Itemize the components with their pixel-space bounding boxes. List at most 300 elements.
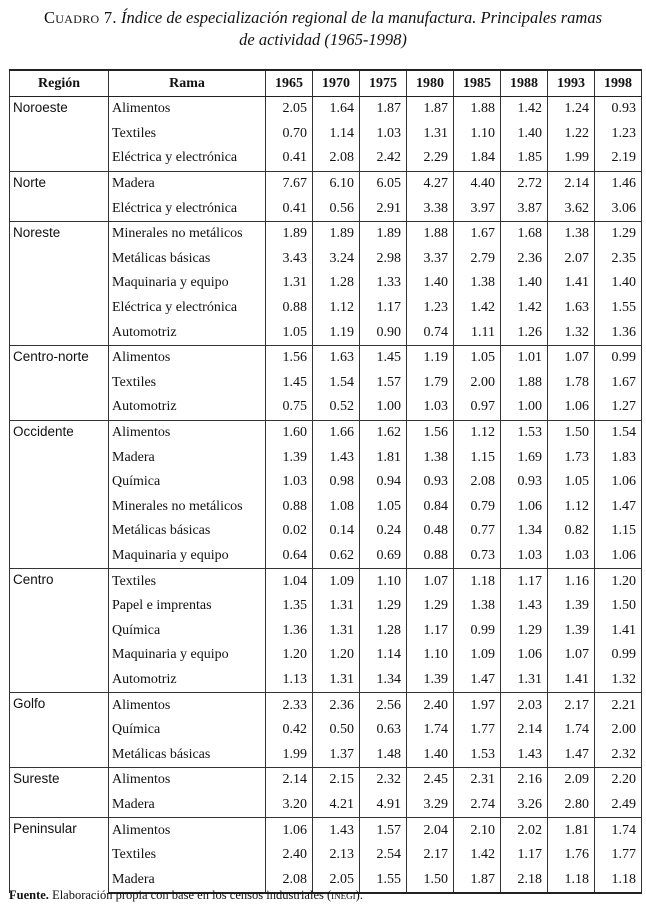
value-cell: 2.14 (266, 768, 313, 793)
value-cell: 1.38 (454, 271, 501, 296)
value-cell: 1.45 (360, 345, 407, 370)
table-row (10, 818, 642, 843)
table-row (10, 171, 642, 196)
value-cell: 3.97 (454, 196, 501, 221)
value-cell: 1.31 (407, 122, 454, 147)
rama-cell: Automotriz (109, 668, 266, 693)
header-region: Región (10, 70, 109, 97)
region-cell: Centro-norte (10, 345, 109, 420)
rama-cell: Textiles (109, 569, 266, 594)
value-cell: 1.10 (360, 569, 407, 594)
value-cell: 2.21 (595, 693, 642, 718)
source-close: ). (355, 888, 363, 902)
value-cell: 1.19 (313, 320, 360, 345)
value-cell: 4.40 (454, 171, 501, 196)
value-cell: 0.63 (360, 718, 407, 743)
value-cell: 1.89 (360, 221, 407, 246)
value-cell: 0.88 (266, 296, 313, 321)
value-cell: 1.03 (548, 544, 595, 569)
value-cell: 0.48 (407, 519, 454, 544)
value-cell: 0.82 (548, 519, 595, 544)
value-cell: 1.41 (595, 618, 642, 643)
value-cell: 1.39 (548, 594, 595, 619)
value-cell: 1.08 (313, 495, 360, 520)
value-cell: 1.12 (548, 495, 595, 520)
value-cell: 2.09 (548, 768, 595, 793)
value-cell: 1.63 (548, 296, 595, 321)
value-cell: 1.40 (501, 271, 548, 296)
value-cell: 1.57 (360, 818, 407, 843)
rama-cell: Alimentos (109, 768, 266, 793)
value-cell: 2.00 (595, 718, 642, 743)
region-cell: Noroeste (10, 97, 109, 172)
caption-text-line2: de actividad (1965-1998) (239, 30, 407, 49)
value-cell: 1.31 (501, 668, 548, 693)
value-cell: 0.02 (266, 519, 313, 544)
value-cell: 0.93 (501, 470, 548, 495)
value-cell: 1.05 (454, 345, 501, 370)
value-cell: 1.26 (501, 320, 548, 345)
value-cell: 1.18 (454, 569, 501, 594)
value-cell: 2.14 (548, 171, 595, 196)
value-cell: 2.49 (595, 793, 642, 818)
rama-cell: Eléctrica y electrónica (109, 196, 266, 221)
value-cell: 2.14 (501, 718, 548, 743)
rama-cell: Alimentos (109, 97, 266, 122)
table-body (10, 97, 642, 894)
value-cell: 1.47 (548, 742, 595, 767)
rama-cell: Metálicas básicas (109, 247, 266, 272)
value-cell: 1.99 (266, 742, 313, 767)
value-cell: 2.72 (501, 171, 548, 196)
value-cell: 3.26 (501, 793, 548, 818)
value-cell: 1.36 (595, 320, 642, 345)
value-cell: 1.03 (360, 122, 407, 147)
value-cell: 1.74 (595, 818, 642, 843)
value-cell: 1.47 (454, 668, 501, 693)
rama-cell: Alimentos (109, 420, 266, 445)
rama-cell: Automotriz (109, 320, 266, 345)
value-cell: 1.40 (407, 271, 454, 296)
value-cell: 1.24 (548, 97, 595, 122)
rama-cell: Eléctrica y electrónica (109, 296, 266, 321)
rama-cell: Madera (109, 171, 266, 196)
value-cell: 1.00 (360, 395, 407, 420)
header-year: 1998 (595, 70, 642, 97)
value-cell: 1.34 (360, 668, 407, 693)
header-year: 1965 (266, 70, 313, 97)
value-cell: 2.79 (454, 247, 501, 272)
value-cell: 1.13 (266, 668, 313, 693)
value-cell: 2.33 (266, 693, 313, 718)
value-cell: 0.70 (266, 122, 313, 147)
value-cell: 1.73 (548, 445, 595, 470)
value-cell: 2.05 (313, 867, 360, 893)
value-cell: 1.23 (407, 296, 454, 321)
value-cell: 3.38 (407, 196, 454, 221)
value-cell: 1.87 (360, 97, 407, 122)
header-rama: Rama (109, 70, 266, 97)
value-cell: 0.52 (313, 395, 360, 420)
value-cell: 0.90 (360, 320, 407, 345)
value-cell: 2.40 (407, 693, 454, 718)
rama-cell: Textiles (109, 122, 266, 147)
value-cell: 1.81 (548, 818, 595, 843)
value-cell: 1.05 (548, 470, 595, 495)
value-cell: 1.18 (595, 867, 642, 893)
value-cell: 1.39 (266, 445, 313, 470)
value-cell: 2.04 (407, 818, 454, 843)
value-cell: 2.32 (595, 742, 642, 767)
value-cell: 1.41 (548, 271, 595, 296)
value-cell: 1.40 (501, 122, 548, 147)
value-cell: 1.50 (407, 867, 454, 893)
value-cell: 1.31 (266, 271, 313, 296)
value-cell: 1.48 (360, 742, 407, 767)
value-cell: 2.17 (548, 693, 595, 718)
value-cell: 2.45 (407, 768, 454, 793)
value-cell: 1.03 (407, 395, 454, 420)
value-cell: 1.50 (595, 594, 642, 619)
value-cell: 1.37 (313, 742, 360, 767)
header-year: 1980 (407, 70, 454, 97)
value-cell: 0.74 (407, 320, 454, 345)
value-cell: 2.13 (313, 843, 360, 868)
value-cell: 2.08 (454, 470, 501, 495)
rama-cell: Papel e imprentas (109, 594, 266, 619)
value-cell: 2.05 (266, 97, 313, 122)
value-cell: 1.07 (548, 643, 595, 668)
value-cell: 2.36 (313, 693, 360, 718)
value-cell: 6.10 (313, 171, 360, 196)
rama-cell: Alimentos (109, 818, 266, 843)
value-cell: 3.87 (501, 196, 548, 221)
value-cell: 0.24 (360, 519, 407, 544)
value-cell: 1.03 (501, 544, 548, 569)
rama-cell: Alimentos (109, 693, 266, 718)
value-cell: 3.37 (407, 247, 454, 272)
value-cell: 2.18 (501, 867, 548, 893)
value-cell: 1.04 (266, 569, 313, 594)
header-year: 1970 (313, 70, 360, 97)
value-cell: 1.17 (501, 569, 548, 594)
value-cell: 1.12 (454, 420, 501, 445)
value-cell: 2.03 (501, 693, 548, 718)
value-cell: 1.31 (313, 668, 360, 693)
value-cell: 1.64 (313, 97, 360, 122)
value-cell: 1.56 (266, 345, 313, 370)
rama-cell: Automotriz (109, 395, 266, 420)
value-cell: 1.53 (454, 742, 501, 767)
value-cell: 0.88 (407, 544, 454, 569)
value-cell: 1.09 (313, 569, 360, 594)
value-cell: 4.91 (360, 793, 407, 818)
specialization-table (9, 69, 642, 894)
region-cell: Golfo (10, 693, 109, 768)
table-row (10, 693, 642, 718)
value-cell: 1.42 (454, 843, 501, 868)
value-cell: 0.75 (266, 395, 313, 420)
value-cell: 1.53 (501, 420, 548, 445)
rama-cell: Maquinaria y equipo (109, 271, 266, 296)
rama-cell: Química (109, 618, 266, 643)
value-cell: 1.27 (595, 395, 642, 420)
value-cell: 4.21 (313, 793, 360, 818)
value-cell: 1.88 (501, 371, 548, 396)
value-cell: 1.33 (360, 271, 407, 296)
rama-cell: Minerales no metálicos (109, 221, 266, 246)
value-cell: 1.43 (313, 445, 360, 470)
value-cell: 0.14 (313, 519, 360, 544)
value-cell: 1.38 (454, 594, 501, 619)
rama-cell: Alimentos (109, 345, 266, 370)
value-cell: 1.74 (407, 718, 454, 743)
value-cell: 2.36 (501, 247, 548, 272)
value-cell: 1.47 (595, 495, 642, 520)
rama-cell: Química (109, 718, 266, 743)
value-cell: 2.10 (454, 818, 501, 843)
value-cell: 1.28 (313, 271, 360, 296)
rama-cell: Maquinaria y equipo (109, 544, 266, 569)
value-cell: 1.77 (595, 843, 642, 868)
value-cell: 1.85 (501, 146, 548, 171)
region-cell: Sureste (10, 768, 109, 818)
value-cell: 1.78 (548, 371, 595, 396)
caption-label: Cuadro 7. (43, 8, 117, 27)
value-cell: 1.40 (595, 271, 642, 296)
value-cell: 1.62 (360, 420, 407, 445)
value-cell: 1.18 (548, 867, 595, 893)
value-cell: 0.84 (407, 495, 454, 520)
value-cell: 0.93 (407, 470, 454, 495)
value-cell: 1.83 (595, 445, 642, 470)
value-cell: 1.34 (501, 519, 548, 544)
value-cell: 1.11 (454, 320, 501, 345)
value-cell: 2.31 (454, 768, 501, 793)
value-cell: 1.84 (454, 146, 501, 171)
value-cell: 1.60 (266, 420, 313, 445)
value-cell: 1.00 (501, 395, 548, 420)
value-cell: 3.29 (407, 793, 454, 818)
value-cell: 1.42 (501, 296, 548, 321)
rama-cell: Textiles (109, 371, 266, 396)
value-cell: 1.31 (313, 594, 360, 619)
rama-cell: Textiles (109, 843, 266, 868)
value-cell: 1.23 (595, 122, 642, 147)
value-cell: 3.43 (266, 247, 313, 272)
rama-cell: Minerales no metálicos (109, 495, 266, 520)
value-cell: 0.94 (360, 470, 407, 495)
value-cell: 1.43 (501, 742, 548, 767)
value-cell: 2.54 (360, 843, 407, 868)
value-cell: 1.63 (313, 345, 360, 370)
value-cell: 1.06 (595, 544, 642, 569)
value-cell: 2.98 (360, 247, 407, 272)
value-cell: 1.87 (407, 97, 454, 122)
value-cell: 1.05 (360, 495, 407, 520)
value-cell: 6.05 (360, 171, 407, 196)
value-cell: 2.40 (266, 843, 313, 868)
value-cell: 1.97 (454, 693, 501, 718)
source-label: Fuente. (9, 888, 49, 902)
value-cell: 1.77 (454, 718, 501, 743)
value-cell: 1.14 (360, 643, 407, 668)
rama-cell: Metálicas básicas (109, 742, 266, 767)
value-cell: 2.32 (360, 768, 407, 793)
table-caption (0, 7, 646, 51)
value-cell: 1.99 (548, 146, 595, 171)
value-cell: 1.22 (548, 122, 595, 147)
value-cell: 2.20 (595, 768, 642, 793)
source-abbr: inegi (331, 888, 356, 902)
value-cell: 2.80 (548, 793, 595, 818)
value-cell: 2.08 (266, 867, 313, 893)
value-cell: 1.05 (266, 320, 313, 345)
value-cell: 3.62 (548, 196, 595, 221)
value-cell: 1.29 (501, 618, 548, 643)
table-row (10, 420, 642, 445)
value-cell: 1.42 (454, 296, 501, 321)
table-row (10, 221, 642, 246)
value-cell: 1.20 (313, 643, 360, 668)
value-cell: 1.12 (313, 296, 360, 321)
value-cell: 1.07 (548, 345, 595, 370)
value-cell: 1.29 (595, 221, 642, 246)
value-cell: 1.06 (595, 470, 642, 495)
region-cell: Noreste (10, 221, 109, 345)
value-cell: 1.28 (360, 618, 407, 643)
value-cell: 0.56 (313, 196, 360, 221)
value-cell: 1.66 (313, 420, 360, 445)
value-cell: 1.38 (407, 445, 454, 470)
value-cell: 1.69 (501, 445, 548, 470)
value-cell: 2.29 (407, 146, 454, 171)
rama-cell: Madera (109, 445, 266, 470)
value-cell: 0.64 (266, 544, 313, 569)
value-cell: 1.89 (266, 221, 313, 246)
source-note (9, 888, 363, 903)
table-row (10, 768, 642, 793)
value-cell: 1.17 (407, 618, 454, 643)
value-cell: 1.29 (407, 594, 454, 619)
value-cell: 3.24 (313, 247, 360, 272)
value-cell: 2.17 (407, 843, 454, 868)
value-cell: 1.31 (313, 618, 360, 643)
value-cell: 3.06 (595, 196, 642, 221)
value-cell: 0.99 (595, 643, 642, 668)
value-cell: 1.15 (595, 519, 642, 544)
value-cell: 1.06 (501, 643, 548, 668)
rama-cell: Metálicas básicas (109, 519, 266, 544)
value-cell: 2.16 (501, 768, 548, 793)
value-cell: 0.88 (266, 495, 313, 520)
region-cell: Occidente (10, 420, 109, 569)
region-cell: Centro (10, 569, 109, 693)
value-cell: 1.43 (501, 594, 548, 619)
value-cell: 1.35 (266, 594, 313, 619)
value-cell: 0.62 (313, 544, 360, 569)
value-cell: 1.06 (266, 818, 313, 843)
value-cell: 1.41 (548, 668, 595, 693)
value-cell: 1.01 (501, 345, 548, 370)
value-cell: 1.81 (360, 445, 407, 470)
value-cell: 0.79 (454, 495, 501, 520)
header-row (10, 70, 642, 97)
value-cell: 2.07 (548, 247, 595, 272)
value-cell: 1.06 (548, 395, 595, 420)
value-cell: 1.38 (548, 221, 595, 246)
value-cell: 1.17 (501, 843, 548, 868)
value-cell: 2.08 (313, 146, 360, 171)
header-year: 1975 (360, 70, 407, 97)
value-cell: 1.54 (595, 420, 642, 445)
value-cell: 0.69 (360, 544, 407, 569)
value-cell: 0.99 (454, 618, 501, 643)
value-cell: 1.46 (595, 171, 642, 196)
value-cell: 1.20 (266, 643, 313, 668)
value-cell: 2.74 (454, 793, 501, 818)
value-cell: 1.54 (313, 371, 360, 396)
region-cell: Peninsular (10, 818, 109, 893)
value-cell: 1.68 (501, 221, 548, 246)
value-cell: 1.36 (266, 618, 313, 643)
source-text: Elaboración propia con base en los censos industriales ( (52, 888, 332, 902)
table-row (10, 345, 642, 370)
value-cell: 1.14 (313, 122, 360, 147)
value-cell: 2.91 (360, 196, 407, 221)
value-cell: 0.98 (313, 470, 360, 495)
value-cell: 1.50 (548, 420, 595, 445)
value-cell: 1.67 (454, 221, 501, 246)
value-cell: 2.02 (501, 818, 548, 843)
header-year: 1985 (454, 70, 501, 97)
value-cell: 1.89 (313, 221, 360, 246)
value-cell: 7.67 (266, 171, 313, 196)
value-cell: 1.88 (407, 221, 454, 246)
value-cell: 1.40 (407, 742, 454, 767)
table-row (10, 569, 642, 594)
value-cell: 0.42 (266, 718, 313, 743)
value-cell: 1.42 (501, 97, 548, 122)
value-cell: 1.17 (360, 296, 407, 321)
value-cell: 2.42 (360, 146, 407, 171)
value-cell: 1.29 (360, 594, 407, 619)
value-cell: 1.10 (407, 643, 454, 668)
value-cell: 0.97 (454, 395, 501, 420)
value-cell: 1.79 (407, 371, 454, 396)
rama-cell: Química (109, 470, 266, 495)
value-cell: 0.77 (454, 519, 501, 544)
rama-cell: Eléctrica y electrónica (109, 146, 266, 171)
value-cell: 1.32 (595, 668, 642, 693)
value-cell: 2.56 (360, 693, 407, 718)
value-cell: 1.03 (266, 470, 313, 495)
caption-text-line1: Índice de especialización regional de la manufactura. Principales ramas (120, 8, 602, 27)
value-cell: 0.41 (266, 146, 313, 171)
value-cell: 1.15 (454, 445, 501, 470)
value-cell: 0.93 (595, 97, 642, 122)
value-cell: 2.35 (595, 247, 642, 272)
value-cell: 0.99 (595, 345, 642, 370)
value-cell: 1.43 (313, 818, 360, 843)
value-cell: 1.87 (454, 867, 501, 893)
value-cell: 0.73 (454, 544, 501, 569)
value-cell: 1.16 (548, 569, 595, 594)
value-cell: 1.88 (454, 97, 501, 122)
value-cell: 1.20 (595, 569, 642, 594)
value-cell: 1.09 (454, 643, 501, 668)
value-cell: 1.45 (266, 371, 313, 396)
